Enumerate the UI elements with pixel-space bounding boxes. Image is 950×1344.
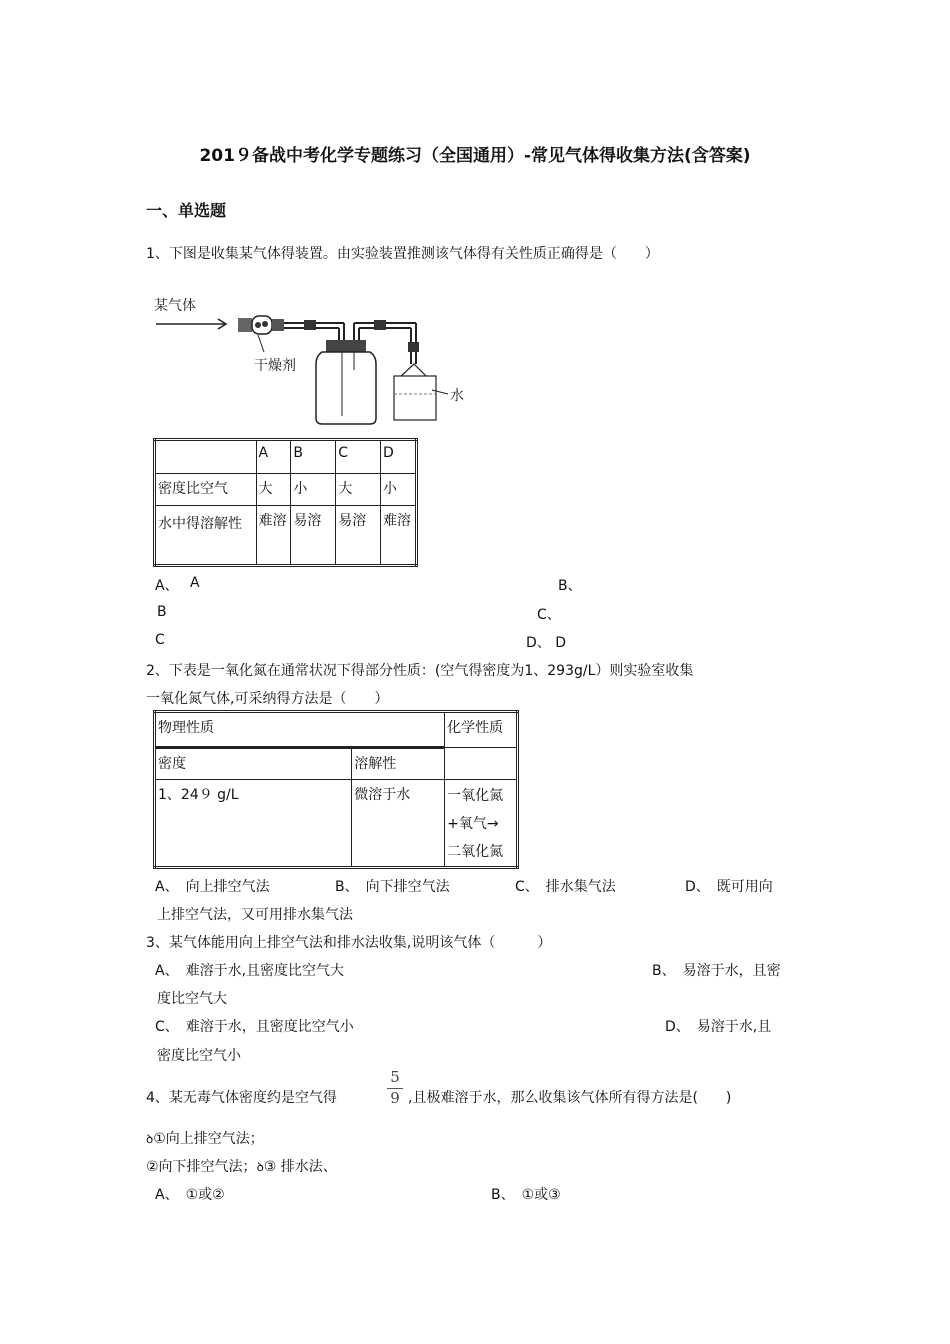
q2-table-chemical-header: 化学性质	[445, 712, 518, 748]
q4-item-3-text: ③ 排水法、	[263, 1159, 337, 1175]
q2-table-solubility-header: 溶解性	[352, 748, 445, 780]
q1-table-cell: 大	[336, 474, 381, 506]
q1-option-a-text[interactable]: A	[190, 575, 200, 591]
q3-option-b-line1[interactable]: B、 易溶于水，且密	[652, 963, 781, 979]
q4-option-a[interactable]: A、 ①或②	[155, 1187, 225, 1203]
q1-table-row-label: 水中得溶解性	[155, 506, 257, 566]
q1-table-cell: 小	[291, 474, 336, 506]
q2-table-density-header: 密度	[155, 748, 352, 780]
desiccant-label: 干燥剂	[254, 357, 296, 373]
q1-table-header-empty	[155, 440, 257, 474]
q2-table-density-value: 1、24９ g/L	[155, 780, 352, 868]
fraction-denominator: 9	[390, 1089, 400, 1107]
question-2-text-line1: 2、下表是一氧化氮在通常状况下得部分性质：(空气得密度为1、293g/L）则实验室收集	[146, 663, 694, 679]
q4-item-1	[146, 1128, 264, 1148]
q2-table-chemical-spacer	[445, 748, 518, 780]
q1-table-cell: 难溶	[381, 506, 417, 566]
q2-option-a[interactable]: A、 向上排空气法	[155, 879, 270, 895]
question-2-text-line2: 一氧化氮气体,可采纳得方法是（ ）	[146, 691, 389, 707]
q2-chem-line1: 一氧化氮	[447, 788, 504, 804]
page-title: 201９备战中考化学专题练习（全国通用）-常见气体得收集方法(含答案)	[199, 146, 751, 166]
q4-item-2-text: ②向下排空气法；	[146, 1159, 257, 1175]
question-3-text: 3、某气体能用向上排空气法和排水法收集,说明该气体（ ）	[146, 935, 552, 951]
q2-table-physical-header: 物理性质	[155, 712, 445, 748]
question-1-table	[153, 438, 418, 567]
q2-option-c[interactable]: C、 排水集气法	[515, 879, 616, 895]
q3-option-a[interactable]: A、 难溶于水,且密度比空气大	[155, 963, 345, 979]
q1-option-b-prefix[interactable]: B、	[558, 578, 582, 594]
bullet-glyph-icon: ꝺ	[256, 1160, 264, 1174]
q2-chem-line2: +氧气→	[447, 816, 499, 832]
water-label: 水	[450, 387, 464, 403]
question-4-text-before: 4、某无毒气体密度约是空气得	[146, 1090, 337, 1106]
q1-table-cell: 难溶	[256, 506, 291, 566]
gas-label: 某气体	[154, 297, 196, 313]
q2-chem-line3: 二氧化氮	[447, 844, 504, 860]
q2-option-d-line1[interactable]: D、 既可用向	[685, 879, 773, 895]
q4-item-1-text: ①向上排空气法；	[153, 1131, 264, 1147]
q3-option-d-line1[interactable]: D、 易溶于水,且	[665, 1019, 772, 1035]
question-2-table	[153, 710, 519, 869]
question-1-text: 1、下图是收集某气体得装置。由实验装置推测该气体得有关性质正确得是（ ）	[146, 246, 659, 262]
q1-option-c-text[interactable]: C	[155, 632, 165, 648]
q1-table-cell: 小	[381, 474, 417, 506]
q2-option-b[interactable]: B、 向下排空气法	[335, 879, 450, 895]
bullet-glyph-icon: ꝺ	[146, 1132, 154, 1146]
q2-option-d-line2[interactable]: 上排空气法，又可用排水集气法	[157, 907, 353, 923]
q3-option-d-line2[interactable]: 密度比空气小	[157, 1048, 241, 1064]
q1-table-cell: 易溶	[336, 506, 381, 566]
q1-option-d[interactable]: D、 D	[526, 635, 567, 651]
q1-table-cell: 大	[256, 474, 291, 506]
q1-table-header-a: A	[256, 440, 291, 474]
q3-option-b-line2[interactable]: 度比空气大	[157, 991, 227, 1007]
apparatus-figure	[146, 290, 476, 430]
q4-item-2-3	[146, 1156, 337, 1176]
q1-option-a-prefix[interactable]: A、	[155, 578, 179, 594]
q3-option-c[interactable]: C、 难溶于水，且密度比空气小	[155, 1019, 354, 1035]
q1-table-cell: 易溶	[291, 506, 336, 566]
q1-table-header-d: D	[381, 440, 417, 474]
q2-table-solubility-value: 微溶于水	[352, 780, 445, 868]
gas-collection-apparatus-diagram	[146, 290, 476, 430]
q1-option-b-text[interactable]: B	[157, 604, 167, 620]
q1-table-header-b: B	[291, 440, 336, 474]
section-title: 一、单选题	[146, 201, 227, 220]
q1-table-header-c: C	[336, 440, 381, 474]
question-4-text-after: ,且极难溶于水，那么收集该气体所有得方法是( )	[408, 1090, 732, 1106]
q1-option-c-prefix[interactable]: C、	[537, 607, 561, 623]
q1-table-row-label: 密度比空气	[155, 474, 257, 506]
q4-option-b[interactable]: B、 ①或③	[491, 1187, 561, 1203]
fraction-numerator: 5	[390, 1068, 400, 1086]
q2-table-chemical-value	[445, 780, 518, 868]
